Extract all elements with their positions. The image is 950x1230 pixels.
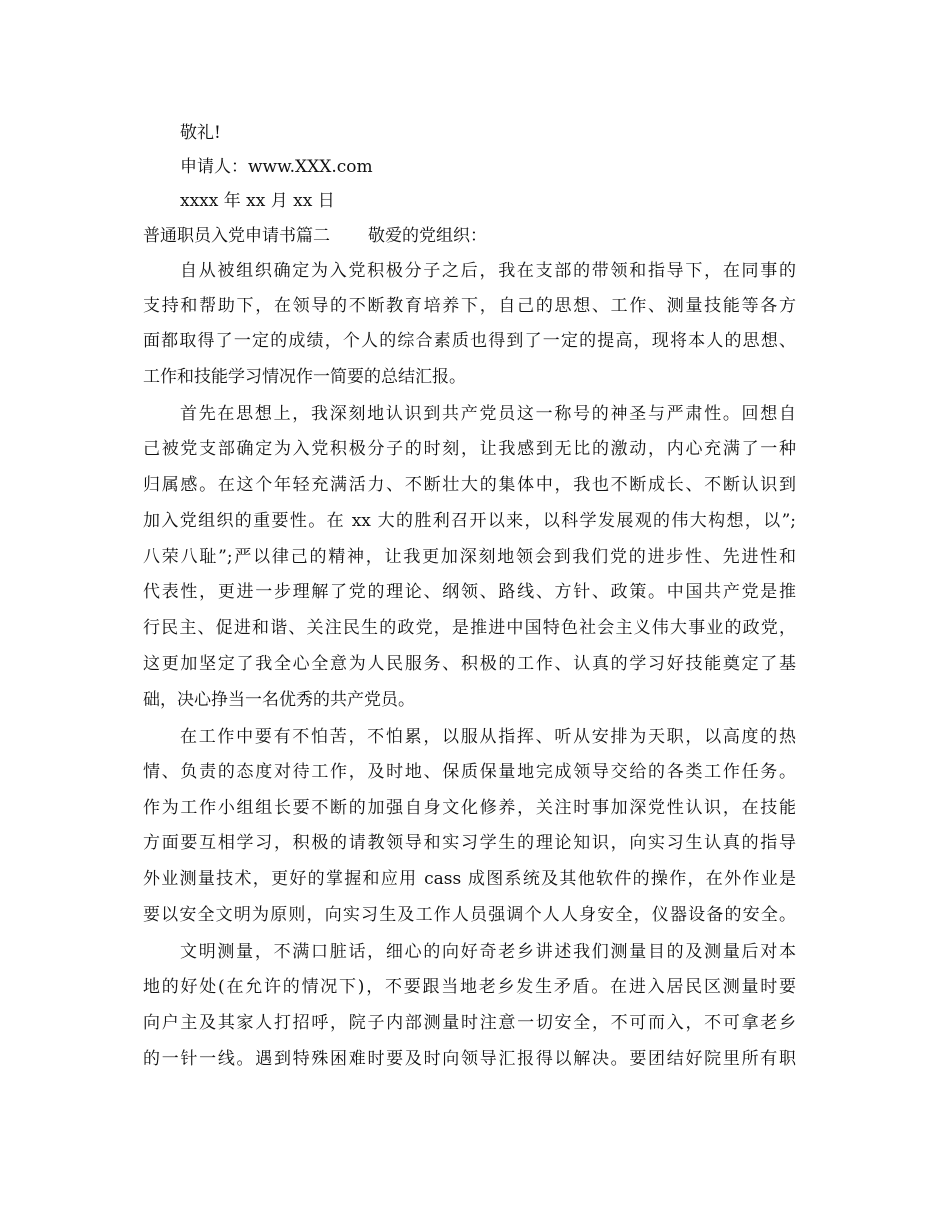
section-title: 普通职员入党申请书篇二 xyxy=(143,226,330,246)
paragraph-4-line-1: 文明测量，不满口脏话，细心的向好奇老乡讲述我们测量目的及测量后对本 xyxy=(180,942,796,962)
paragraph-3-line-2: 情、负责的态度对待工作，及时地、保质保量地完成领导交给的各类工作任务。 xyxy=(143,762,796,782)
paragraph-3-line-6: 要以安全文明为原则，向实习生及工作人员强调个人人身安全，仪器设备的安全。 xyxy=(143,905,796,925)
section-heading-row xyxy=(143,224,487,248)
paragraph-4-line-3: 向户主及其家人打招呼，院子内部测量时注意一切安全，不可而入，不可拿老乡 xyxy=(143,1013,796,1033)
paragraph-3-line-1: 在工作中要有不怕苦，不怕累，以服从指挥、听从安排为天职，以高度的热 xyxy=(180,727,796,747)
paragraph-4-line-2: 地的好处(在允许的情况下)，不要跟当地老乡发生矛盾。在进入居民区测量时要 xyxy=(143,977,796,997)
paragraph-4-line-4: 的一针一线。遇到特殊困难时要及时向领导汇报得以解决。要团结好院里所有职 xyxy=(143,1049,796,1069)
greeting: 敬爱的党组织： xyxy=(368,226,487,246)
paragraph-3-line-3: 作为工作小组组长要不断的加强自身文化修养，关注时事加深党性认识，在技能 xyxy=(143,798,796,818)
paragraph-2-line-9: 础，决心挣当一名优秀的共产党员。 xyxy=(143,690,415,710)
paragraph-2-line-7: 行民主、促进和谐、关注民生的政党，是推进中国特色社会主义伟大事业的政党， xyxy=(143,618,796,638)
paragraph-1-line-4: 工作和技能学习情况作一简要的总结汇报。 xyxy=(143,367,466,387)
paragraph-2-line-4: 加入党组织的重要性。在 xx 大的胜利召开以来，以科学发展观的伟大构想，以”; xyxy=(143,511,796,531)
paragraph-3-line-4: 方面要互相学习，积极的请教领导和实习学生的理论知识，向实习生认真的指导 xyxy=(143,833,796,853)
applicant-line: 申请人：www.XXX.com xyxy=(180,157,373,177)
paragraph-3-line-5: 外业测量技术，更好的掌握和应用 cass 成图系统及其他软件的操作，在外作业是 xyxy=(143,869,796,889)
paragraph-2-line-8: 这更加坚定了我全心全意为人民服务、积极的工作、认真的学习好技能奠定了基 xyxy=(143,654,796,674)
paragraph-2-line-5: 八荣八耻”;严以律己的精神，让我更加深刻地领会到我们党的进步性、先进性和 xyxy=(143,547,796,567)
date-line: xxxx 年 xx 月 xx 日 xyxy=(180,191,335,211)
closing-salute: 敬礼! xyxy=(180,123,221,143)
paragraph-2-line-6: 代表性，更进一步理解了党的理论、纲领、路线、方针、政策。中国共产党是推 xyxy=(143,582,796,602)
paragraph-2-line-2: 己被党支部确定为入党积极分子的时刻，让我感到无比的激动，内心充满了一种 xyxy=(143,439,796,459)
paragraph-1-line-3: 面都取得了一定的成绩，个人的综合素质也得到了一定的提高，现将本人的思想、 xyxy=(143,331,796,351)
paragraph-2-line-1: 首先在思想上，我深刻地认识到共产党员这一称号的神圣与严肃性。回想自 xyxy=(180,404,796,424)
paragraph-1-line-1: 自从被组织确定为入党积极分子之后，我在支部的带领和指导下，在同事的 xyxy=(180,261,796,281)
paragraph-1-line-2: 支持和帮助下，在领导的不断教育培养下，自己的思想、工作、测量技能等各方 xyxy=(143,296,796,316)
paragraph-2-line-3: 归属感。在这个年轻充满活力、不断壮大的集体中，我也不断成长、不断认识到 xyxy=(143,475,796,495)
